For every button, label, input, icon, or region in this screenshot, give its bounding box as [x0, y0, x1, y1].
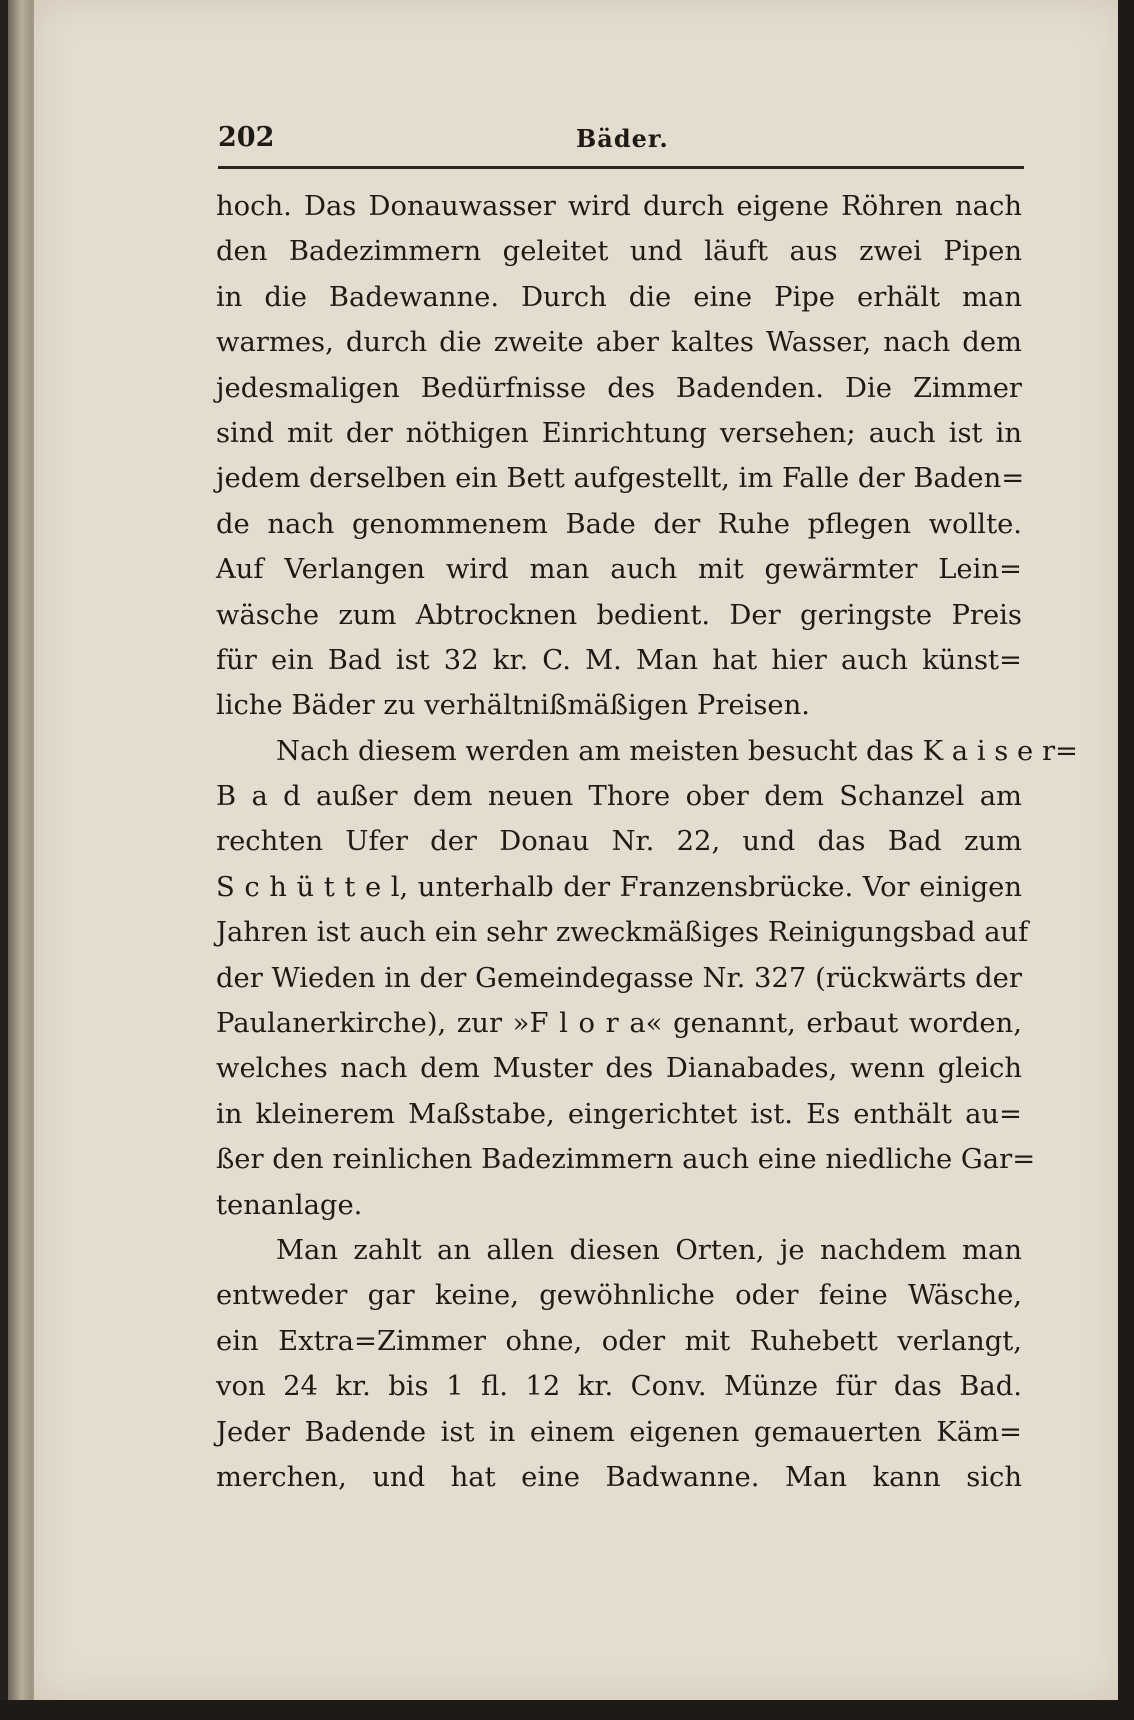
text-line: ein Extra=Zimmer ohne, oder mit Ruhebett verlangt,	[216, 1325, 1022, 1357]
page-header	[218, 122, 1022, 162]
text-line: Jeder Badende ist in einem eigenen gemauerten Käm=	[216, 1416, 1022, 1448]
text-line: in kleinerem Maßstabe, eingerichtet ist. Es enthält au=	[216, 1098, 1022, 1130]
text-line: rechten Ufer der Donau Nr. 22, und das Bad zum	[216, 826, 1022, 858]
text-line: sind mit der nöthigen Einrichtung versehen; auch ist in	[216, 417, 1022, 449]
header-rule	[218, 166, 1024, 169]
text-line: in die Badewanne. Durch die eine Pipe erhält man	[216, 281, 1022, 313]
text-line: Jahren ist auch ein sehr zweckmäßiges Reinigungsbad auf	[216, 917, 1029, 949]
text-line: der Wieden in der Gemeindegasse Nr. 327 (rückwärts der	[216, 962, 1022, 994]
text-line: von 24 kr. bis 1 fl. 12 kr. Conv. Münze für das Bad.	[216, 1371, 1022, 1403]
text-line: Nach diesem werden am meisten besucht das K a i s e r=	[276, 735, 1079, 767]
text-line: Auf Verlangen wird man auch mit gewärmter Lein=	[216, 554, 1022, 586]
text-line: merchen, und hat eine Badwanne. Man kann sich	[216, 1461, 1022, 1493]
text-line: für ein Bad ist 32 kr. C. M. Man hat hier auch künst=	[216, 644, 1022, 676]
text-line: hoch. Das Donauwasser wird durch eigene Röhren nach	[216, 191, 1022, 222]
text-line: tenanlage.	[216, 1189, 363, 1221]
text-line: jedesmaligen Bedürfnisse des Badenden. Die Zimmer	[216, 372, 1022, 404]
text-line: den Badezimmern geleitet und läuft aus zwei Pipen	[216, 236, 1022, 268]
bottom-shadow	[0, 1700, 1134, 1720]
text-line: entweder gar keine, gewöhnliche oder feine Wäsche,	[216, 1280, 1022, 1312]
text-line: B a d außer dem neuen Thore ober dem Schanzel am	[216, 781, 1022, 813]
body-text	[216, 184, 1079, 1500]
text-line: Paulanerkirche), zur »F l o r a« genannt, erbaut worden,	[216, 1008, 1022, 1040]
text-line: wäsche zum Abtrocknen bedient. Der geringste Preis	[216, 599, 1022, 631]
text-line: warmes, durch die zweite aber kaltes Wasser, nach dem	[216, 327, 1022, 359]
text-line: welches nach dem Muster des Dianabades, wenn gleich	[216, 1053, 1022, 1085]
book-spine-shadow	[1118, 0, 1134, 1720]
text-line: de nach genommenem Bade der Ruhe pflegen wollte.	[216, 508, 1022, 540]
text-line: ßer den reinlichen Badezimmern auch eine niedliche Gar=	[216, 1144, 1036, 1176]
text-line: jedem derselben ein Bett aufgestellt, im Falle der Baden=	[216, 463, 1025, 495]
text-line: S c h ü t t e l, unterhalb der Franzensbrücke. Vor einigen	[216, 871, 1022, 903]
text-line: liche Bäder zu verhältnißmäßigen Preisen.	[216, 690, 810, 722]
running-head: Bäder.	[576, 124, 669, 153]
text-line: Man zahlt an allen diesen Orten, je nachdem man	[276, 1234, 1022, 1266]
page-number: 202	[218, 122, 275, 153]
